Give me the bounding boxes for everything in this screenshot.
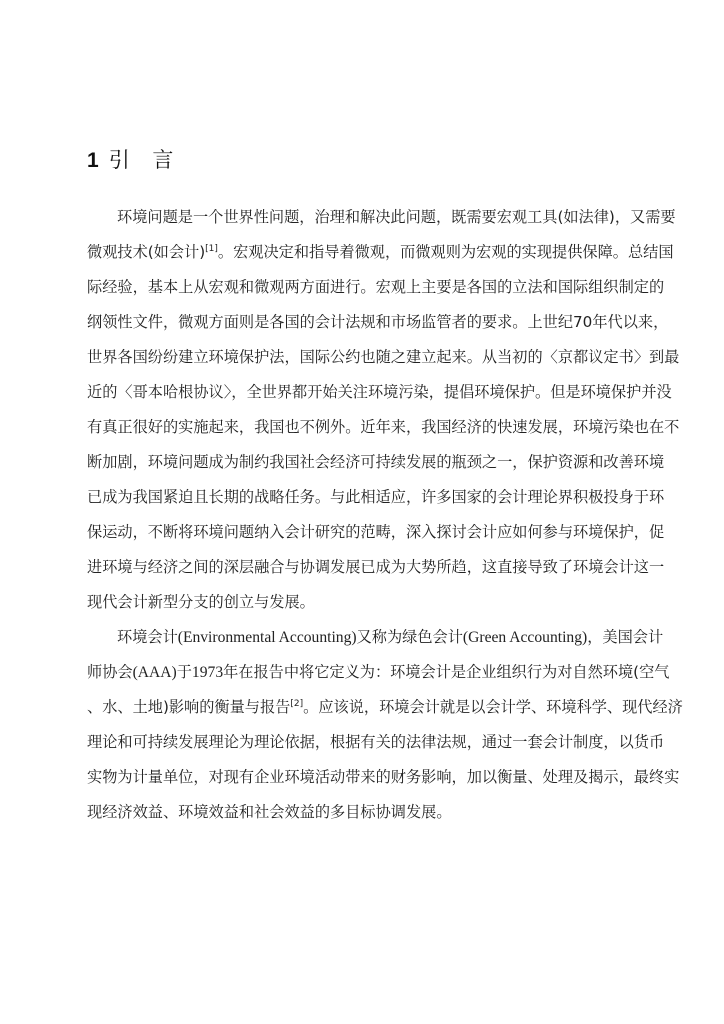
paragraph-1-line-4: 纲领性文件，微观方面则是各国的会计法规和市场监管者的要求。上世纪70年代以来， [87, 313, 669, 331]
text-fragment: ，美国会计 [587, 628, 664, 646]
paragraph-2-line-2 [87, 655, 670, 690]
text-fragment: 微观技术(如会计) [87, 243, 206, 261]
text-fragment: 师协会 [87, 663, 133, 681]
text-fragment: 又称为绿色会计 [356, 628, 463, 646]
paragraph-2-line-4: 理论和可持续发展理论为理论依据，根据有关的法律法规，通过一套会计制度，以货币 [87, 733, 665, 751]
paragraph-1-line-7: 有真正很好的实施起来，我国也不例外。近年来，我国经济的快速发展，环境污染也在不 [87, 418, 680, 436]
paragraph-1-line-8: 断加剧，环境问题成为制约我国社会经济可持续发展的瓶颈之一，保护资源和改善环境 [87, 453, 665, 471]
paragraph-1-line-2 [87, 235, 674, 270]
paragraph-1-line-9: 已成为我国紧迫且长期的战略任务。与此相适应，许多国家的会计理论界积极投身于环 [87, 488, 665, 506]
section-title: 引 言 [108, 148, 182, 172]
section-heading [87, 146, 181, 175]
paragraph-2-line-1 [87, 620, 664, 655]
text-fragment: 环境会计 [117, 628, 178, 646]
paragraph-2-line-3 [87, 690, 683, 725]
paragraph-2-line-5: 实物为计量单位，对现有企业环境活动带来的财务影响，加以衡量、处理及揭示，最终实 [87, 768, 680, 786]
paragraph-1-line-11: 进环境与经济之间的深层融合与协调发展已成为大势所趋，这直接导致了环境会计这一 [87, 558, 665, 576]
text-fragment: 。宏观决定和指导着微观，而微观则为宏观的实现提供保障。总结国 [217, 243, 674, 261]
text-fragment: 。应该说，环境会计就是以会计学、环境科学、现代经济 [303, 698, 683, 716]
section-number: 1 [87, 149, 99, 172]
paragraph-1-line-10: 保运动，不断将环境问题纳入会计研究的范畴，深入探讨会计应如何参与环境保护，促 [87, 523, 665, 541]
text-fragment: 年在报告中将它定义为：环境会计是企业组织行为对自然环境(空气 [223, 663, 670, 681]
text-fragment-latin: (Environmental Accounting) [177, 629, 357, 646]
paragraph-1-line-12: 现代会计新型分支的创立与发展。 [87, 593, 315, 611]
paragraph-1-line-5: 世界各国纷纷建立环境保护法，国际公约也随之建立起来。从当初的〈京都议定书〉到最 [87, 348, 680, 366]
text-fragment: 于 [176, 663, 192, 681]
text-fragment-latin: (Green Accounting) [462, 629, 588, 646]
body-text [87, 200, 683, 830]
text-fragment: 、水、土地)影响的衡量与报告 [87, 698, 291, 716]
text-fragment-latin: 1973 [191, 664, 224, 681]
text-fragment-latin: (AAA) [132, 664, 177, 681]
paragraph-1-line-1: 环境问题是一个世界性问题，治理和解决此问题，既需要宏观工具(如法律)，又需要 [117, 208, 676, 226]
paragraph-1-line-3: 际经验，基本上从宏观和微观两方面进行。宏观上主要是各国的立法和国际组织制定的 [87, 278, 665, 296]
paragraph-2-line-6: 现经济效益、环境效益和社会效益的多目标协调发展。 [87, 803, 452, 821]
citation-ref-2: [2] [290, 699, 304, 709]
citation-ref-1: [1] [205, 244, 218, 254]
paragraph-1-line-6: 近的〈哥本哈根协议〉，全世界都开始关注环境污染，提倡环境保护。但是环境保护并没 [87, 383, 672, 401]
